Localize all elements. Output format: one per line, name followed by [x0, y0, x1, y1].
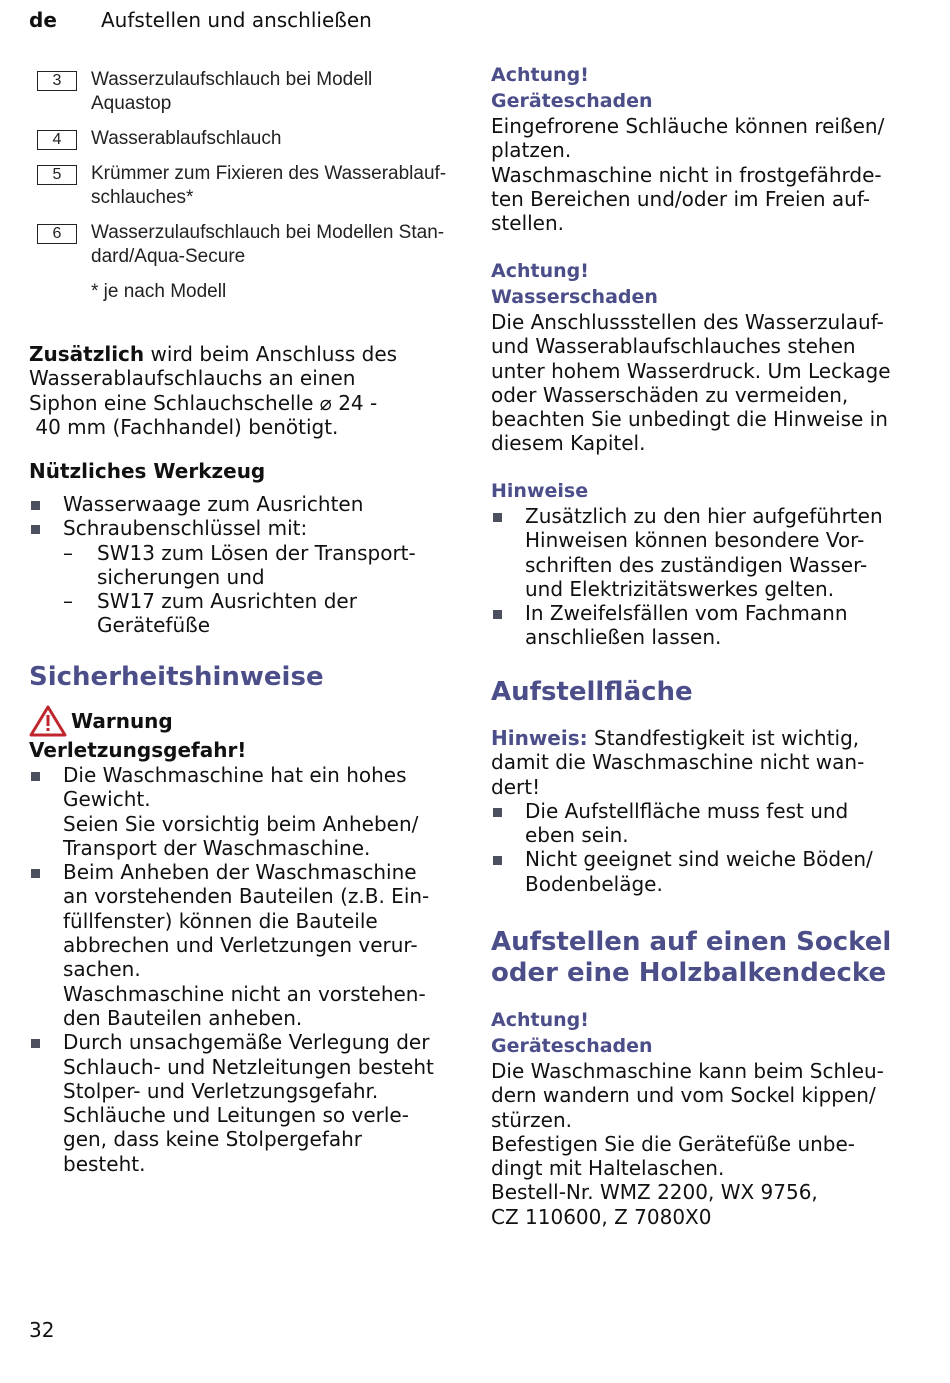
part-item — [37, 162, 457, 210]
list-item: Die Aufstellfläche muss fest und eben sein. — [491, 799, 921, 848]
part-text: dard/Aqua-Secure — [91, 246, 246, 267]
part-text: Wasserzulaufschlauch bei Modellen Stan- — [91, 222, 445, 243]
bullet-square-icon — [31, 501, 40, 510]
safety-heading: Sicherheitshinweise — [29, 662, 324, 692]
list-item: Zusätzlich zu den hier aufgeführten Hinweisen können besondere Vor- schriften des zuständigen Wasser- und Elektrizitätswerkes gelten. — [491, 504, 921, 601]
list-item: In Zweifelsfällen vom Fachmann anschließen lassen. — [491, 601, 921, 650]
bullet-square-icon — [493, 808, 502, 817]
warning-subtitle: Verletzungsgefahr! — [29, 738, 247, 762]
caution-label: Achtung! — [491, 64, 589, 86]
caution-water-damage — [491, 258, 921, 456]
bullet-square-icon — [31, 772, 40, 781]
caution-sub: Wasserschaden — [491, 286, 658, 308]
tools-sublist — [63, 541, 449, 638]
bullet-square-icon — [493, 513, 502, 522]
dash-icon: – — [63, 589, 73, 614]
bullet-square-icon — [493, 610, 502, 619]
caution-label: Achtung! — [491, 1009, 589, 1031]
part-number-box: 5 — [37, 165, 77, 185]
bullet-square-icon — [31, 869, 40, 878]
caution-text: Die Anschlussstellen des Wasserzulauf- und Wasserablaufschlauches stehen unter hohem Wasserdruck. Um Leckage oder Wasserschäden zu vermeiden, beachten Sie unbedingt die Hinweise in diesem Kapitel. — [491, 310, 891, 456]
caution-sub: Geräteschaden — [491, 1035, 653, 1057]
hints-label: Hinweise — [491, 480, 589, 502]
surface-note: Hinweis: Standfestigkeit ist wichtig, damit die Waschmaschine nicht wan- dert! — [491, 726, 865, 799]
list-item: Die Waschmaschine hat ein hohes Gewicht. Seien Sie vorsichtig beim Anheben/ Transport der Waschmaschine. — [29, 763, 449, 860]
part-text: Wasserablaufschlauch — [91, 128, 282, 149]
list-item: Schraubenschlüssel mit: – SW13 zum Lösen der Transport- sicherungen und – SW17 zum Ausrichten der Gerätefüße — [29, 516, 449, 637]
additional-paragraph — [29, 342, 449, 439]
hints-list — [491, 504, 921, 650]
part-text: Aquastop — [91, 93, 172, 114]
additional-line: Siphon eine Schlauchschelle ⌀ 24 - — [29, 390, 378, 415]
list-item: Beim Anheben der Waschmaschine an vorstehenden Bauteilen (z.B. Ein- füllfenster) können die Bauteile abbrechen und Verletzungen verur- sachen. Waschmaschine nicht an vorstehen- den Bauteilen anheben. — [29, 860, 449, 1030]
bullet-square-icon — [493, 856, 502, 865]
sublist-item: – SW17 zum Ausrichten der Gerätefüße — [63, 589, 357, 638]
additional-line: Wasserablaufschlauchs an einen — [29, 366, 356, 391]
part-number-box: 6 — [37, 224, 77, 244]
surface-section — [491, 677, 921, 896]
list-item: Wasserwaage zum Ausrichten — [29, 492, 449, 516]
language-code: de — [29, 8, 57, 32]
part-item — [37, 127, 457, 151]
pedestal-section — [491, 927, 921, 1229]
part-text: schlauches* — [91, 187, 194, 208]
sublist-item: – SW13 zum Lösen der Transport- sicherungen und — [63, 540, 416, 589]
page-header-title: Aufstellen und anschließen — [101, 8, 372, 32]
part-number-box: 4 — [37, 130, 77, 150]
parts-list — [37, 68, 457, 304]
tools-heading: Nützliches Werkzeug — [29, 459, 266, 483]
tools-list — [29, 492, 449, 638]
dash-icon: – — [63, 540, 73, 565]
additional-line: wird beim Anschluss des — [144, 342, 398, 366]
list-item: Durch unsachgemäße Verlegung der Schlauch- und Netzleitungen besteht Stolper- und Verletzungsgefahr. Schläuche und Leitungen so verle- gen, dass keine Stolpergefahr besteht. — [29, 1030, 449, 1176]
part-text: Krümmer zum Fixieren des Wasserablauf- — [91, 163, 447, 184]
pedestal-heading: Aufstellen auf einen Sockel oder eine Holzbalkendecke — [491, 927, 892, 988]
hints-section — [491, 478, 921, 650]
part-text: Wasserzulaufschlauch bei Modell — [91, 69, 373, 90]
parts-footnote: * je nach Modell — [91, 281, 227, 302]
warning-label: Warnung — [71, 709, 173, 733]
caution-sub: Geräteschaden — [491, 90, 653, 112]
additional-line: 40 mm (Fachhandel) benötigt. — [29, 414, 339, 439]
caution-text: Eingefrorene Schläuche können reißen/ platzen. Waschmaschine nicht in frostgefährde- ten Bereichen und/oder im Freien auf- stellen. — [491, 114, 885, 236]
bullet-square-icon — [31, 525, 40, 534]
tools-section — [29, 458, 449, 638]
part-number-box: 3 — [37, 71, 77, 91]
page-number: 32 — [29, 1318, 55, 1342]
bullet-square-icon — [31, 1039, 40, 1048]
surface-list — [491, 799, 921, 896]
part-item — [37, 68, 457, 116]
surface-heading: Aufstellfläche — [491, 677, 693, 707]
safety-section — [29, 662, 449, 1176]
warning-triangle-icon — [29, 705, 67, 737]
caution-device-damage — [491, 62, 921, 235]
additional-bold: Zusätzlich — [29, 342, 145, 366]
note-label: Hinweis: — [491, 726, 588, 750]
caution-label: Achtung! — [491, 260, 589, 282]
safety-list — [29, 763, 449, 1176]
part-item — [37, 221, 457, 269]
list-item: Nicht geeignet sind weiche Böden/ Bodenbeläge. — [491, 847, 921, 896]
caution-text: Die Waschmaschine kann beim Schleu- dern wandern und vom Sockel kippen/ stürzen. Befestigen Sie die Gerätefüße unbe- dingt mit Haltelaschen. Bestell-Nr. WMZ 2200, WX 9756, CZ 110600, Z 7080X0 — [491, 1059, 884, 1229]
warning-line — [29, 705, 449, 737]
